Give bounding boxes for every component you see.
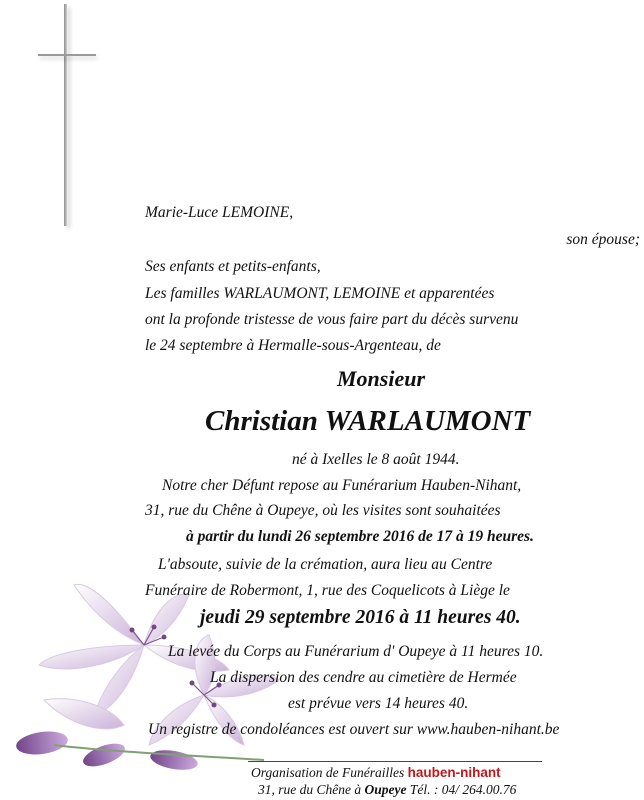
- death-place-line: le 24 septembre à Hermalle-sous-Argenteau, de: [145, 337, 441, 354]
- visit-hours-line: à partir du lundi 26 septembre 2016 de 17 à 19 heures.: [186, 528, 534, 545]
- ceremony-line: L'absoute, suivie de la crémation, aura lieu au Centre: [158, 556, 493, 573]
- condolences-line: Un registre de condoléances est ouvert sur www.hauben-nihant.be: [148, 721, 560, 738]
- footer-address-town: Oupeye: [364, 782, 407, 797]
- departure-line: La levée du Corps au Funérarium d' Oupeye à 11 heures 10.: [168, 643, 544, 660]
- footer-org-prefix: Organisation de Funérailles: [251, 765, 405, 780]
- birth-line: né à Ixelles le 8 août 1944.: [292, 451, 460, 468]
- announcement-line: ont la profonde tristesse de vous faire part du décès survenu: [145, 311, 519, 328]
- dispersion-line: La dispersion des cendre au cimetière de Hermée: [210, 669, 517, 686]
- footer-divider: [248, 761, 542, 762]
- spouse-relation: son épouse;: [566, 231, 640, 248]
- dispersion-time-line: est prévue vers 14 heures 40.: [288, 695, 469, 712]
- ceremony-place-line: Funéraire de Robermont, 1, rue des Coquelicots à Liège le: [145, 582, 510, 599]
- footer-organisation: [251, 765, 501, 781]
- brand-name: hauben-nihant: [407, 765, 501, 780]
- cross-icon-horizontal: [38, 54, 96, 56]
- families-line: Les familles WARLAUMONT, LEMOINE et apparentées: [145, 285, 495, 302]
- deceased-name: Christian WARLAUMONT: [205, 405, 531, 437]
- honorific-title: Monsieur: [337, 366, 426, 391]
- spouse-name: Marie-Luce LEMOINE,: [145, 204, 294, 221]
- footer-address: [258, 782, 516, 798]
- resting-place-line: Notre cher Défunt repose au Funérarium Hauben-Nihant,: [162, 477, 522, 494]
- children-line: Ses enfants et petits-enfants,: [145, 258, 321, 275]
- address-visits-line: 31, rue du Chêne à Oupeye, où les visites sont souhaitées: [145, 502, 501, 519]
- footer-address-street: 31, rue du Chêne à: [258, 782, 362, 797]
- footer-phone: Tél. : 04/ 264.00.76: [409, 782, 517, 797]
- ceremony-date-line: jeudi 29 septembre 2016 à 11 heures 40.: [200, 607, 521, 628]
- cross-icon-vertical: [64, 4, 67, 226]
